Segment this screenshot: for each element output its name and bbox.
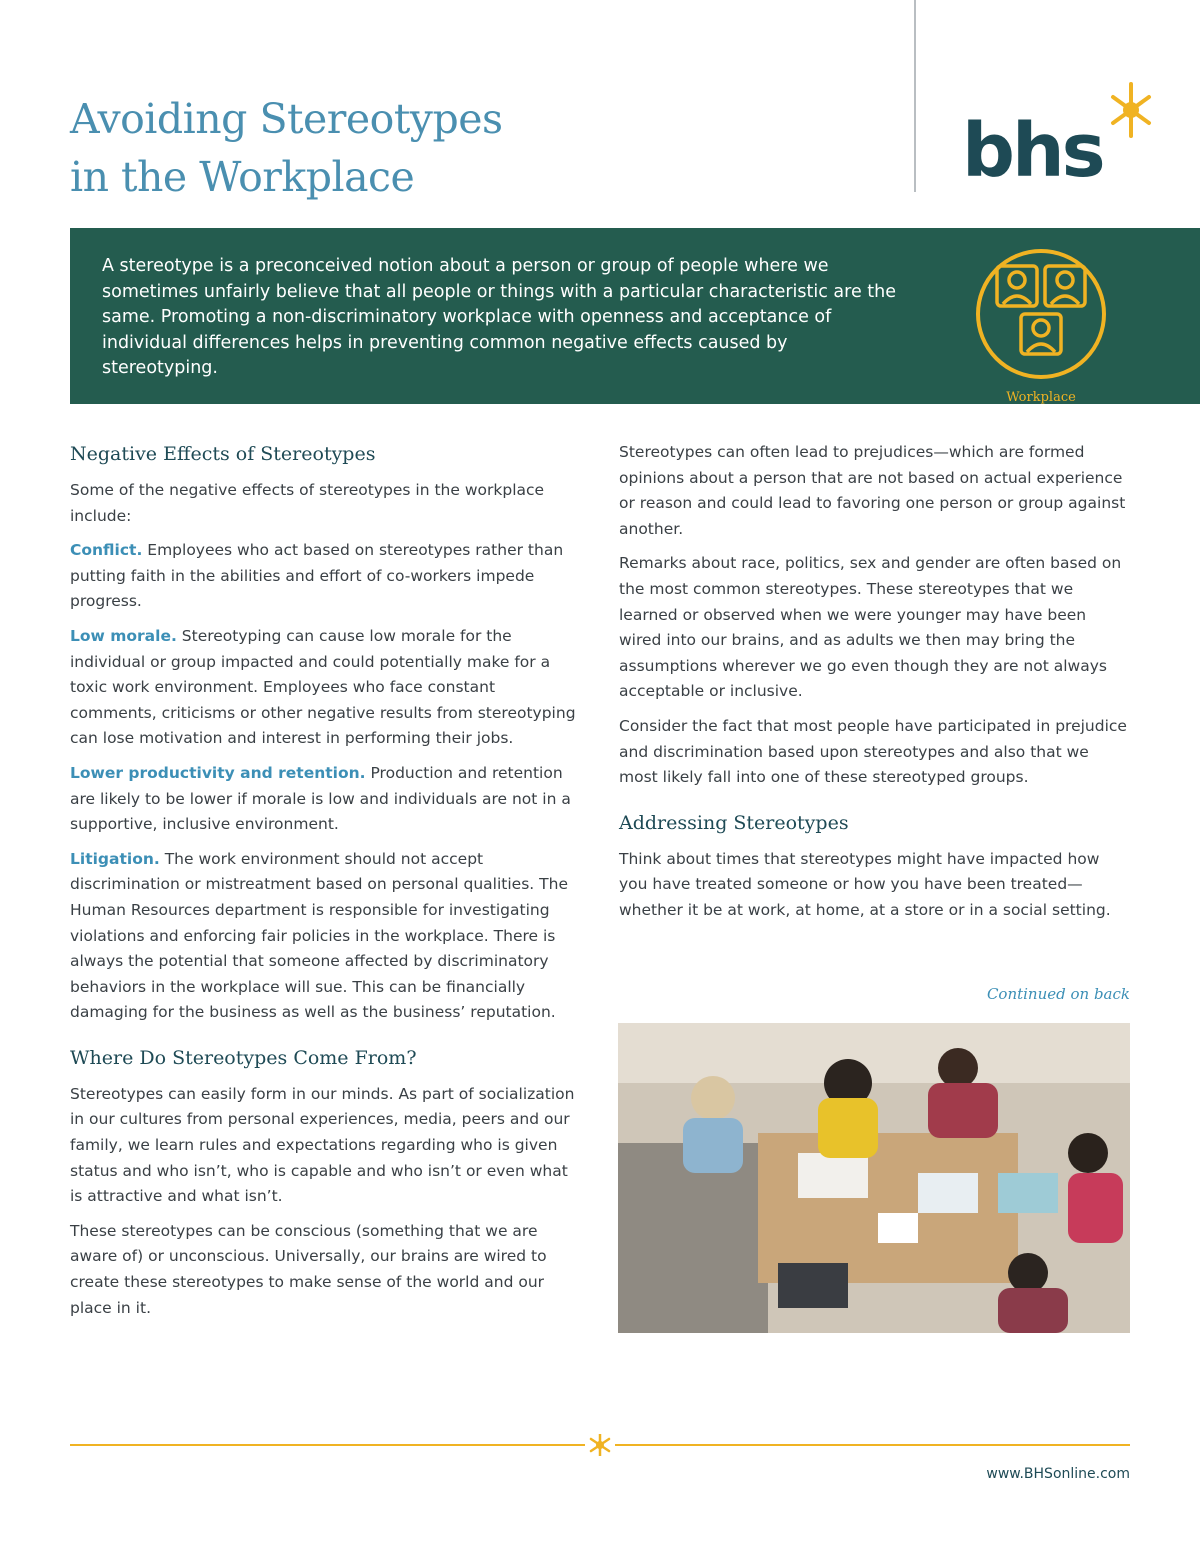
effect-item (70, 624, 580, 752)
photo-illustration (618, 1023, 1130, 1333)
bhs-logo (962, 78, 1162, 198)
badge-label: Workplace (1006, 390, 1076, 405)
heading-negative-effects: Negative Effects of Stereotypes (70, 443, 376, 465)
effect-term: Litigation. (70, 849, 160, 868)
footer-divider (70, 1434, 1130, 1456)
title-line-2: in the Workplace (70, 153, 415, 201)
effect-term: Low morale. (70, 626, 177, 645)
effect-text: Stereotyping can cause low morale for the individual or group impacted and could potentially make for a toxic work environment. Employees who face constant comments, criticisms or other negative results from stereotyping can lose motivation and interest in performing their jobs. (70, 626, 576, 748)
effect-text: Employees who act based on stereotypes rather than putting faith in the abilities and effort of co-workers impede progress. (70, 541, 564, 611)
effect-item (70, 761, 580, 838)
effect-term: Lower productivity and retention. (70, 763, 366, 782)
effect-text: The work environment should not accept discrimination or mistreatment based on personal qualities. The Human Resources department is responsible for investigating violations and enforcing fair policies in the workplace. There is always the potential that someone affected by discriminatory behaviors in the workplace will sue. This can be financially damaging for the business as well as the business’ reputation. (70, 849, 568, 1022)
effect-text: Production and retention are likely to be lower if morale is low and individuals are not in a supportive, inclusive environment. (70, 763, 571, 834)
team-meeting-photo (618, 1023, 1130, 1333)
intro-banner (70, 228, 1200, 404)
people-group-icon (975, 244, 1107, 384)
page-title (70, 90, 503, 206)
website-url: www.BHSonline.com (986, 1466, 1130, 1482)
where-paragraph-2: These stereotypes can be conscious (something that we are aware of) or unconscious. Universally, our brains are wired to create these stereotypes to make sense of the world and our place in it. (70, 1221, 547, 1317)
where-paragraph-1: Stereotypes can easily form in our minds. As part of socialization in our cultures from personal experiences, media, peers and our family, we learn rules and expectations regarding who is given status and who isn’t, who is capable and who isn’t or even what is attractive and what isn’t. (70, 1084, 575, 1206)
title-line-1: Avoiding Stereotypes (70, 95, 503, 143)
effect-term: Conflict. (70, 541, 143, 560)
right-column (619, 440, 1130, 933)
prejudice-paragraph: Stereotypes can often lead to prejudices—which are formed opinions about a person that are not based on actual experience or reason and could lead to favoring one person or group against another. (619, 443, 1126, 538)
consider-paragraph: Consider the fact that most people have participated in prejudice and discrimination based upon stereotypes and also that we most likely fall into one of these stereotyped groups. (619, 716, 1127, 787)
addressing-paragraph: Think about times that stereotypes might have impacted how you have treated someone or how you have been treated—whether it be at work, at home, at a store or in a social setting. (619, 849, 1111, 919)
effect-item (70, 847, 580, 1026)
banner-text: A stereotype is a preconceived notion about a person or group of people where we sometimes unfairly believe that all people or things with a particular characteristic are the same. Promoting a non-discriminatory workplace with openness and acceptance of individual differences helps in preventing common negative effects caused by stereotyping. (102, 256, 897, 378)
workplace-badge (975, 244, 1107, 404)
heading-where-from: Where Do Stereotypes Come From? (70, 1046, 417, 1069)
remarks-paragraph: Remarks about race, politics, sex and gender are often based on the most common stereotypes. These stereotypes that we learned or observed when we were younger may have been wired into our brains, and as adults we then may bring the assumptions wherever we go even though they are not always acceptable or inclusive. (619, 554, 1122, 701)
heading-addressing: Addressing Stereotypes (619, 811, 849, 834)
header-divider (914, 0, 916, 192)
sparkle-icon (1108, 80, 1154, 140)
effect-item (70, 538, 580, 615)
negative-effects-intro: Some of the negative effects of stereotypes in the workplace include: (70, 481, 545, 525)
continued-note: Continued on back (986, 985, 1130, 1003)
logo-wordmark: bhs (962, 108, 1103, 194)
left-column (70, 440, 580, 1330)
